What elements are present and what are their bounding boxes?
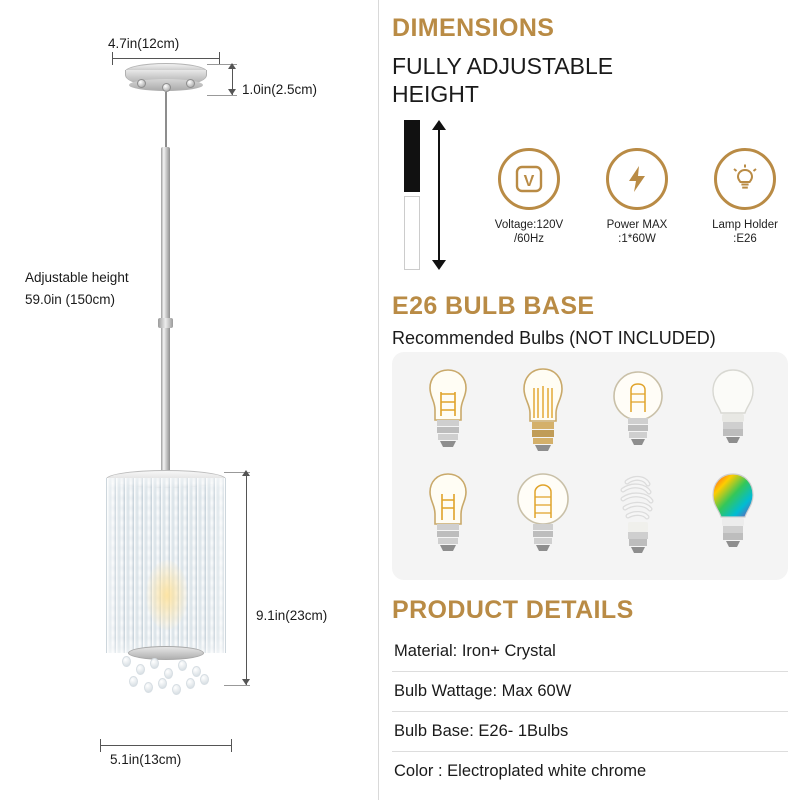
bulb-cell bbox=[590, 362, 685, 466]
crystal-drop bbox=[144, 682, 153, 693]
fully-adjustable-subtitle: FULLY ADJUSTABLE HEIGHT bbox=[392, 53, 614, 107]
shade-height-label: 9.1in(23cm) bbox=[256, 608, 328, 623]
ceiling-canopy bbox=[125, 63, 207, 95]
arrow-head-down bbox=[432, 260, 446, 270]
svg-text:V: V bbox=[523, 173, 535, 190]
bulb-cell bbox=[590, 466, 685, 570]
st64-vintage-filament-bulb-icon bbox=[417, 364, 479, 465]
dimensions-title: DIMENSIONS bbox=[392, 14, 555, 42]
bar-segment-light bbox=[404, 196, 420, 270]
crystal-pendant-shade bbox=[98, 470, 234, 685]
product-details-list bbox=[392, 632, 788, 791]
badge-voltage-line2: /60Hz bbox=[513, 233, 545, 245]
rgb-smart-bulb-icon bbox=[702, 468, 764, 569]
bar-segment-dark bbox=[404, 120, 420, 192]
canopy-height-label: 1.0in(2.5cm) bbox=[242, 82, 318, 97]
adjustable-height-value: 59.0in (150cm) bbox=[25, 292, 116, 307]
crystal-drop bbox=[150, 658, 159, 669]
spec-badges bbox=[486, 148, 792, 246]
shade-height-arrow-bottom bbox=[242, 679, 250, 685]
power-bolt-icon bbox=[606, 148, 668, 210]
lamp-holder-icon bbox=[714, 148, 776, 210]
shade-width-label: 5.1in(13cm) bbox=[110, 752, 182, 767]
shade-width-dim-line bbox=[100, 745, 232, 746]
adjustable-height-label: Adjustable height bbox=[25, 270, 129, 285]
canopy-height-arrow-top bbox=[228, 63, 236, 69]
product-diagram-panel bbox=[0, 0, 376, 800]
rod-joint bbox=[158, 318, 173, 328]
detail-row: Bulb Wattage: Max 60W bbox=[392, 672, 788, 712]
bulb-glow bbox=[146, 560, 188, 630]
voltage-icon bbox=[498, 148, 560, 210]
crystal-drop bbox=[129, 676, 138, 687]
bulb-base-title: E26 BULB BASE bbox=[392, 292, 595, 320]
crystal-drop bbox=[186, 678, 195, 689]
bulb-cell bbox=[400, 362, 495, 466]
chrome-rod bbox=[161, 147, 170, 477]
badge-power-line2: :1*60W bbox=[618, 233, 656, 245]
badge-voltage-line1: Voltage:120V bbox=[494, 219, 564, 231]
g80-globe-filament-bulb-icon bbox=[607, 364, 669, 465]
crystal-drop bbox=[200, 674, 209, 685]
canopy-screw bbox=[162, 83, 171, 92]
adjustable-height-block bbox=[25, 267, 129, 311]
bulb-cell bbox=[495, 466, 590, 570]
shade-height-dim-line bbox=[246, 472, 247, 685]
badge-power-line1: Power MAX bbox=[606, 219, 668, 231]
crystal-drop bbox=[178, 660, 187, 671]
shade-width-tick-left bbox=[100, 739, 101, 752]
crystal-drop bbox=[136, 664, 145, 675]
badge-voltage bbox=[486, 148, 572, 246]
bulb-cell bbox=[400, 466, 495, 570]
adjustable-height-bar-graphic bbox=[404, 120, 426, 270]
canopy-height-ext-bottom bbox=[207, 95, 237, 96]
arrow-head-up bbox=[432, 120, 446, 130]
bulb-cell bbox=[495, 362, 590, 466]
spiral-cfl-bulb-icon bbox=[607, 468, 669, 569]
detail-row: Color : Electroplated white chrome bbox=[394, 762, 647, 780]
st58-squirrel-cage-bulb-icon bbox=[512, 364, 574, 465]
suspension-wire bbox=[165, 92, 167, 147]
arrow-shaft bbox=[438, 126, 440, 264]
canopy-width-dim-line bbox=[112, 58, 220, 59]
canopy-screw bbox=[186, 79, 195, 88]
shade-width-tick-right bbox=[231, 739, 232, 752]
product-details-title: PRODUCT DETAILS bbox=[392, 596, 634, 624]
a19-led-bulb-icon bbox=[702, 364, 764, 465]
bulb-cell bbox=[685, 466, 780, 570]
crystal-drop bbox=[164, 668, 173, 679]
bulb-grid bbox=[400, 362, 780, 570]
crystal-drop bbox=[192, 666, 201, 677]
bulb-cell bbox=[685, 362, 780, 466]
canopy-height-arrow-bottom bbox=[228, 89, 236, 95]
canopy-width-tick-left bbox=[112, 52, 113, 65]
shade-height-arrow-top bbox=[242, 470, 250, 476]
detail-row: Bulb Base: E26- 1Bulbs bbox=[392, 712, 788, 752]
crystal-drop bbox=[122, 656, 131, 667]
g95-globe-filament-bulb-icon bbox=[512, 468, 574, 569]
crystal-drop bbox=[158, 678, 167, 689]
shade-height-ext-bottom bbox=[224, 685, 250, 686]
crystal-drops bbox=[120, 656, 212, 696]
detail-row: Material: Iron+ Crystal bbox=[392, 632, 788, 672]
bulb-base-subtitle: Recommended Bulbs (NOT INCLUDED) bbox=[392, 328, 716, 348]
canopy-width-label: 4.7in(12cm) bbox=[108, 36, 180, 51]
badge-lamp-holder bbox=[702, 148, 788, 246]
badge-power bbox=[594, 148, 680, 246]
canopy-screw bbox=[137, 79, 146, 88]
recommended-bulbs-box bbox=[392, 352, 788, 580]
st64-led-filament-bulb-icon bbox=[417, 468, 479, 569]
up-down-arrow-icon bbox=[432, 120, 446, 270]
panel-divider bbox=[378, 0, 379, 800]
crystal-drop bbox=[172, 684, 181, 695]
badge-lamp-line1: Lamp Holder bbox=[712, 219, 778, 231]
badge-lamp-line2: :E26 bbox=[733, 233, 757, 245]
